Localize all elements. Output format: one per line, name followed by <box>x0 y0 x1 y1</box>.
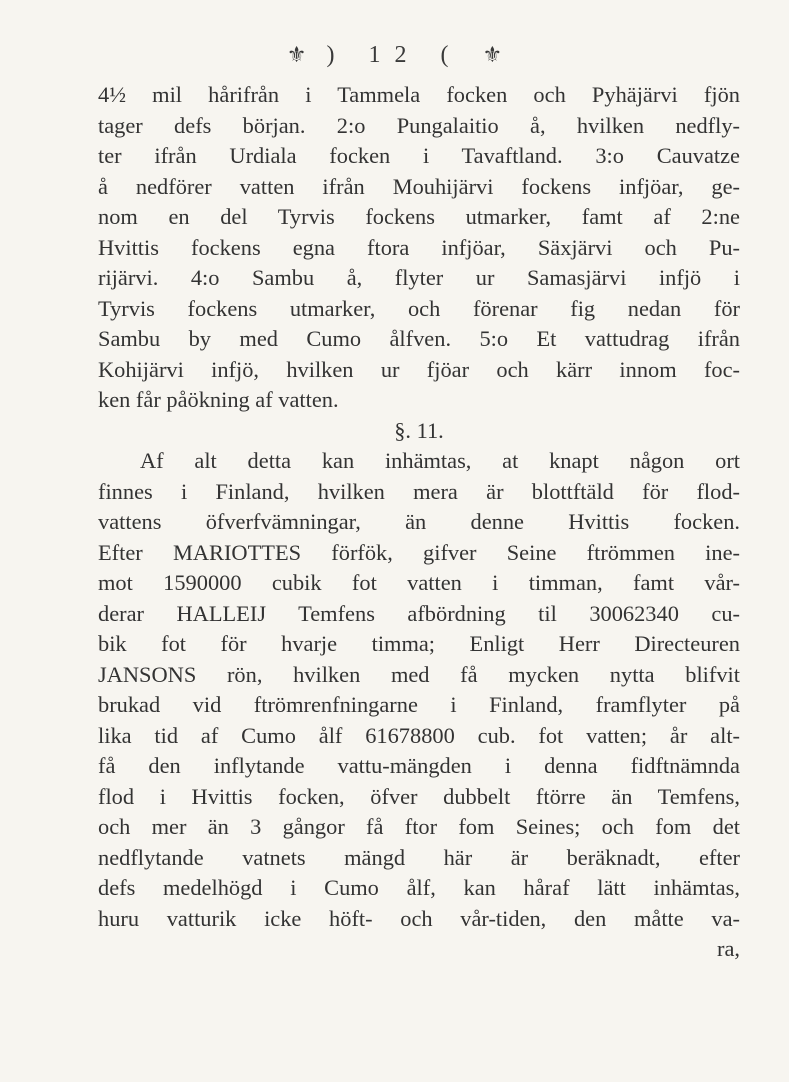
page-header <box>0 42 789 69</box>
catchword: ra, <box>717 936 740 961</box>
text-line: JANSONS rön, hvilken med få mycken nytta blifvit <box>98 661 740 687</box>
fleur-de-lis-right-icon: ⚜ <box>482 42 503 67</box>
text-line: Sambu by med Cumo ålfven. 5:o Et vattudrag ifrån <box>98 326 740 351</box>
body-text <box>98 80 740 965</box>
section-heading: §. 11. <box>394 417 444 443</box>
text-line: Af alt detta kan inhämtas, at knapt någon ort <box>140 448 740 473</box>
text-line: ter ifrån Urdiala focken i Tavaftland. 3:o Cauvatze <box>98 143 740 168</box>
text-line: å nedförer vatten ifrån Mouhijärvi fockens infjöar, ge- <box>98 173 740 199</box>
text-line: Tyrvis fockens utmarker, och förenar fig nedan för <box>98 295 740 321</box>
text-line: Kohijärvi infjö, hvilken ur fjöar och kärr innom foc- <box>98 356 740 382</box>
text-line: 4½ mil hårifrån i Tammela focken och Pyhäjärvi fjön <box>98 82 740 107</box>
page-number: 12 <box>368 42 421 68</box>
text-line: brukad vid ftrömrenfningarne i Finland, framflyter på <box>98 692 740 717</box>
text-line: mot 1590000 cubik fot vatten i timman, famt vår- <box>98 570 740 595</box>
text-line: ken får påökning af vatten. <box>98 387 339 412</box>
text-line: lika tid af Cumo ålf 61678800 cub. fot vatten; år alt- <box>98 722 740 748</box>
text-line: tager defs början. 2:o Pungalaitio å, hvilken nedfly- <box>98 112 740 138</box>
text-line: derar HALLEIJ Temfens afbördning til 30062340 cu- <box>98 600 740 626</box>
text-line: vattens öfverfvämningar, än denne Hvittis focken. <box>98 509 740 534</box>
text-line: Hvittis fockens egna ftora infjöar, Säxjärvi och Pu- <box>98 234 740 260</box>
text-line: defs medelhögd i Cumo ålf, kan håraf lätt inhämtas, <box>98 875 740 900</box>
text-line: finnes i Finland, hvilken mera är blottftäld för flod- <box>98 478 740 504</box>
text-line: nom en del Tyrvis fockens utmarker, famt af 2:ne <box>98 204 740 229</box>
text-line: få den inflytande vattu-mängden i denna fidftnämnda <box>98 753 740 778</box>
text-line: och mer än 3 gångor få ftor fom Seines; och fom det <box>98 814 740 839</box>
text-line: flod i Hvittis focken, öfver dubbelt ftörre än Temfens, <box>98 783 740 809</box>
text-line: huru vatturik icke höft- och vår-tiden, den måtte va- <box>98 905 740 931</box>
text-line: Efter MARIOTTES förfök, gifver Seine ftrömmen ine- <box>98 539 740 565</box>
text-line: nedflytande vatnets mängd här är beräknadt, efter <box>98 844 740 870</box>
text-line: bik fot för hvarje timma; Enligt Herr Directeuren <box>98 631 740 656</box>
header-paren-left: ) <box>326 42 349 68</box>
header-paren-right: ( <box>440 42 463 68</box>
text-line: rijärvi. 4:o Sambu å, flyter ur Samasjärvi infjö i <box>98 265 740 290</box>
fleur-de-lis-left-icon: ⚜ <box>286 42 307 67</box>
